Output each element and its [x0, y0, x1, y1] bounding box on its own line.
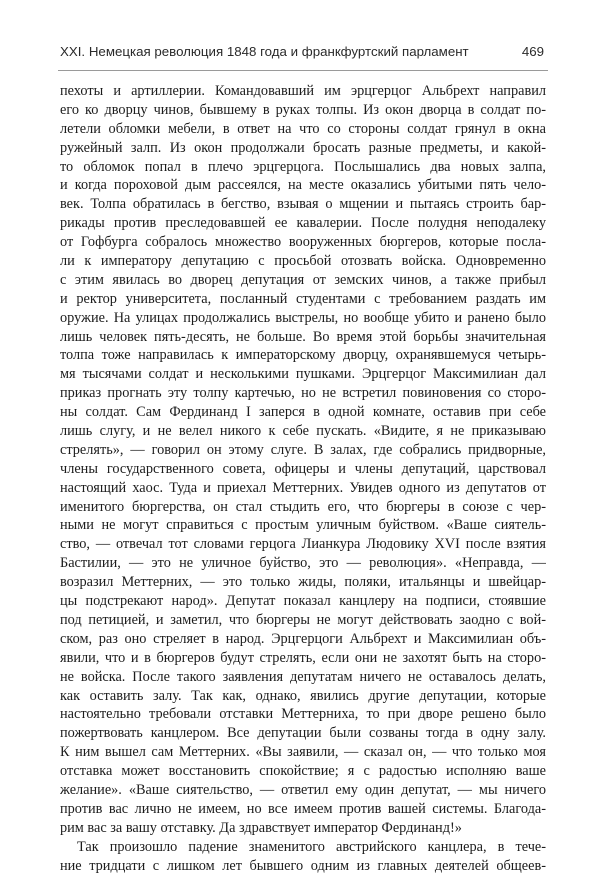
- text-line: и ректор университета, посланный студентами с требованием раздать им: [60, 290, 546, 307]
- text-line: приказ прогнать эту толпу картечью, но не встретил повиновения со сторо-: [60, 385, 546, 402]
- text-line: оружие. На улицах продолжались выстрелы, но вообще убито и ранено было: [60, 309, 546, 326]
- text-line: желание». «Ваше сиятельство, — ответил ему один депутат, — мы ничего: [60, 781, 546, 798]
- chapter-title: XXI. Немецкая революция 1848 года и франкфуртский парламент: [60, 44, 469, 59]
- text-line: явили, что и в бюргеров будут стрелять, если они не захотят быть на сторо-: [60, 649, 546, 666]
- text-line: ство, — отвечал тот словами герцога Лианкура Людовику XVI после взятия: [60, 536, 546, 553]
- text-line: отставка может восстановить спокойствие; я с радостью исполняю ваше: [60, 763, 546, 780]
- text-line: настоящий хаос. Туда и приехал Меттерних. Увидев одного из депутатов от: [60, 479, 546, 496]
- text-line: рикады против преследовавшей ее кавалерии. После полудня неподалеку: [60, 215, 546, 232]
- text-line: как оставить залу. Так как, однако, явились другие депутации, которые: [60, 687, 546, 704]
- text-line: летели обломки мебели, в ответ на что со стороны солдат грянул в окна: [60, 120, 546, 137]
- text-line: толпа тоже направилась к императорскому дворцу, охранявшемуся четырь-: [60, 347, 546, 364]
- text-line: мя тысячами солдат и несколькими пушками. Эрцгерцог Максимилиан дал: [60, 366, 546, 383]
- text-line: его ко дворцу чинов, бывшему в руках толпы. Из окон дворца в солдат по-: [60, 101, 546, 118]
- text-line: именитого бюргерства, он стал стыдить его, что бюргеры в союзе с чер-: [60, 498, 546, 515]
- text-line: рим вас за вашу отставку. Да здравствует император Фердинанд!»: [60, 819, 462, 836]
- text-line: век. Толпа обратилась в бегство, взывая о мщении и пытаясь строить бар-: [60, 196, 546, 213]
- text-line: от Гофбурга собралось множество вооруженных бюргеров, которые посла-: [60, 234, 546, 251]
- text-line: против вас лично не имеем, но все имеем против вашей системы. Благода-: [60, 800, 546, 817]
- body-text: [60, 82, 546, 875]
- text-line: ными не могут справиться с простым уличным буйством. «Ваше сиятель-: [60, 517, 546, 534]
- text-line: пехоты и артиллерии. Командовавший им эрцгерцог Альбрехт направил: [60, 83, 546, 99]
- running-header: [60, 44, 544, 66]
- text-line: стрелять», — говорил он этому слуге. В залах, где собрались придворные,: [60, 441, 546, 458]
- text-line: ском, раз оно стреляет в народ. Эрцгерцоги Альбрехт и Максимилиан объ-: [60, 630, 546, 647]
- header-divider: [58, 70, 548, 71]
- text-line: не войска. После такого заявления депутатам ничего не оставалось делать,: [60, 668, 546, 685]
- paragraph: [60, 82, 546, 838]
- page-number: 469: [521, 44, 544, 59]
- text-line: лишь человек пять-десять, не больше. Во время этой борьбы значительная: [60, 328, 546, 345]
- text-line: члены государственного совета, офицеры и члены депутаций, царствовал: [60, 460, 546, 477]
- text-line: ны солдат. Сам Фердинанд I заперся в одной комнате, оставив при себе: [60, 404, 546, 421]
- text-line: Бастилии, — это не уличное буйство, это — революция». «Неправда, —: [60, 555, 546, 572]
- text-line: и когда пороховой дым рассеялся, на месте оказались убитыми пять чело-: [60, 177, 546, 194]
- text-line: под петицией, и заметил, что бюргеры не могут действовать заодно с вой-: [60, 611, 546, 628]
- text-line: пожертвовать канцлером. Все депутации были созваны тогда в одну залу.: [60, 725, 546, 742]
- text-line: настоятельно требовали отставки Меттерниха, то при дворе решено было: [60, 706, 546, 723]
- text-line: цы подстрекают народ». Депутат показал канцлеру на подписи, стоявшие: [60, 593, 546, 610]
- text-line: ние тридцати с лишком лет бывшего одним из главных деятелей общеев-: [60, 857, 546, 874]
- text-line: возразил Меттерних, — это только жиды, поляки, итальянцы и швейцар-: [60, 574, 546, 591]
- text-line: К ним вышел сам Меттерних. «Вы заявили, — сказал он, — что только моя: [60, 744, 546, 761]
- paragraph: [60, 838, 546, 876]
- text-line: то обломок попал в плечо эрцгерцога. Послышались два новых залпа,: [60, 158, 546, 175]
- text-line: ружейный залп. Из окон продолжали бросать разные предметы, и какой-: [60, 139, 546, 156]
- text-line: Так произошло падение знаменитого австрийского канцлера, в тече-: [77, 838, 546, 855]
- text-line: лишь слугу, и не велел никого к себе пускать. «Видите, я не приказываю: [60, 423, 546, 440]
- text-line: с этим явилась во дворец депутация от земских чинов, а также прибыл: [60, 271, 546, 288]
- text-line: ли к императору депутацию с просьбой отозвать войска. Одновременно: [60, 253, 546, 270]
